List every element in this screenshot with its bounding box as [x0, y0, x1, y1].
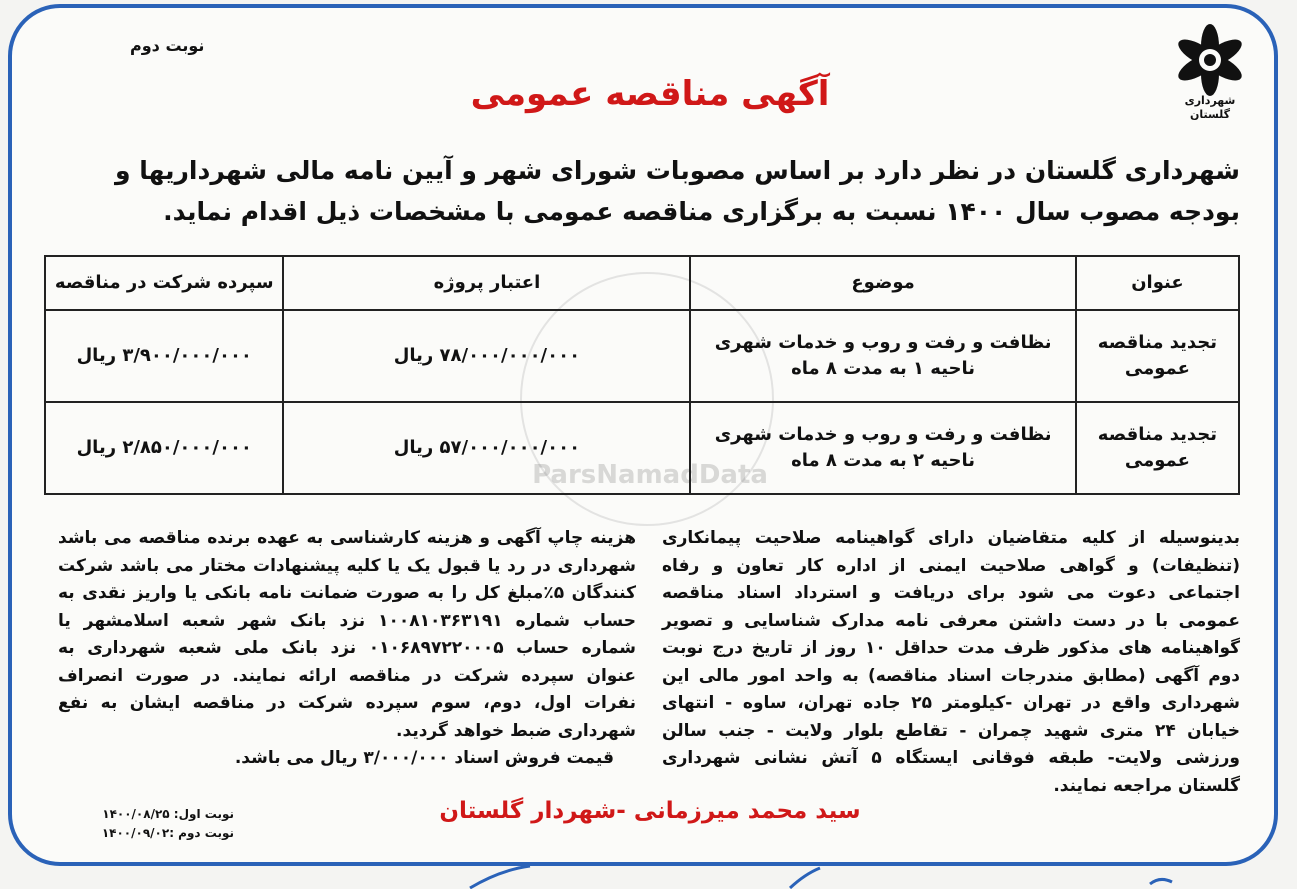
row-title: تجدید مناقصه عمومی: [1076, 402, 1239, 494]
signature: سید محمد میرزمانی -شهردار گلستان: [439, 798, 861, 824]
header-deposit: سپرده شرکت در مناقصه: [45, 256, 283, 310]
row-deposit: ۳/۹۰۰/۰۰۰/۰۰۰ ریال: [45, 310, 283, 402]
table-header-row: [45, 256, 1239, 310]
round-label: نوبت دوم: [130, 36, 205, 55]
publication-dates: [74, 805, 234, 843]
row-budget: ۷۸/۰۰۰/۰۰۰/۰۰۰ ریال: [283, 310, 690, 402]
watermark-text: ParsNamadData: [532, 460, 768, 490]
table-row: [45, 310, 1239, 402]
row-subject: نظافت و رفت و روب و خدمات شهری ناحیه ۱ به مدت ۸ ماه: [690, 310, 1075, 402]
header-budget: اعتبار پروژه: [283, 256, 690, 310]
row-subject: نظافت و رفت و روب و خدمات شهری ناحیه ۲ به مدت ۸ ماه: [690, 402, 1075, 494]
table-row: [45, 402, 1239, 494]
ad-title: آگهی مناقصه عمومی: [470, 74, 830, 114]
municipality-logo: [1159, 22, 1261, 134]
row-deposit: ۲/۸۵۰/۰۰۰/۰۰۰ ریال: [45, 402, 283, 494]
row-title: تجدید مناقصه عمومی: [1076, 310, 1239, 402]
scan-artifact: [0, 862, 1297, 889]
body-left-column: [58, 525, 636, 773]
header-title: عنوان: [1076, 256, 1239, 310]
row-budget: ۵۷/۰۰۰/۰۰۰/۰۰۰ ریال: [283, 402, 690, 494]
header-subject: موضوع: [690, 256, 1075, 310]
body-right-column: بدینوسیله از کلیه متقاضیان دارای گواهینامه صلاحیت پیمانکاری (تنظیفات) و گواهی صلاحیت ایمنی از اداره کار تعاون و رفاه اجتماعی دعوت می شود برای دریافت و استرداد اسناد مناقصه عمومی با در دست داشتن معرفی نامه مدارک شناسایی و تصویر گواهینامه های مذکور ظرف مدت حداقل ۱۰ روز از تاریخ درج نوبت دوم آگهی (مطابق مندرجات اسناد مناقصه) به واحد امور مالی این شهرداری واقع در تهران -کیلومتر ۲۵ جاده تهران، ساوه - انتهای خیابان ۲۴ متری شهید چمران - تقاطع بلوار ولایت - جنب سالن ورزشی ولایت- طبقه فوقانی ایستگاه ۵ آتش نشانی شهرداری گلستان مراجعه نمایند.: [662, 528, 1241, 796]
logo-text: شهرداری گلستان: [1184, 94, 1236, 121]
body-left-text: هزینه چاپ آگهی و هزینه کارشناسی به عهده برنده مناقصه می باشد شهرداری در رد یا قبول یک یا کلیه پیشنهادات مختار می باشد شرکت کنندگان ۵٪مبلغ کل را به صورت ضمانت نامه بانکی یا واریز نقدی به حساب شماره ۱۰۰۸۱۰۳۶۳۱۹۱ نزد بانک شهر شعبه اسلامشهر یا شماره حساب ۰۱۰۶۸۹۷۲۲۰۰۰۵ نزد بانک ملی شعبه شهرداری به عنوان سپرده شرکت در مناقصه ارائه نمایند. در صورت انصراف نفرات اول، دوم، سوم سپرده شرکت در مناقصه ایشان به نفع شهرداری ضبط خواهد گردید.: [58, 528, 636, 741]
date-first-round: نوبت اول: ۱۴۰۰/۰۸/۲۵: [102, 807, 234, 821]
tender-table: [44, 255, 1240, 495]
date-second-round: نوبت دوم :۱۴۰۰/۰۹/۰۲: [101, 826, 234, 840]
price-line: قیمت فروش اسناد ۳/۰۰۰/۰۰۰ ریال می باشد.: [234, 748, 614, 768]
intro-paragraph: شهرداری گلستان در نظر دارد بر اساس مصوبات شورای شهر و آیین نامه مالی شهرداریها و بودجه مصوب سال ۱۴۰۰ نسبت به برگزاری مناقصه عمومی با مشخصات ذیل اقدام نماید.: [115, 156, 1240, 226]
